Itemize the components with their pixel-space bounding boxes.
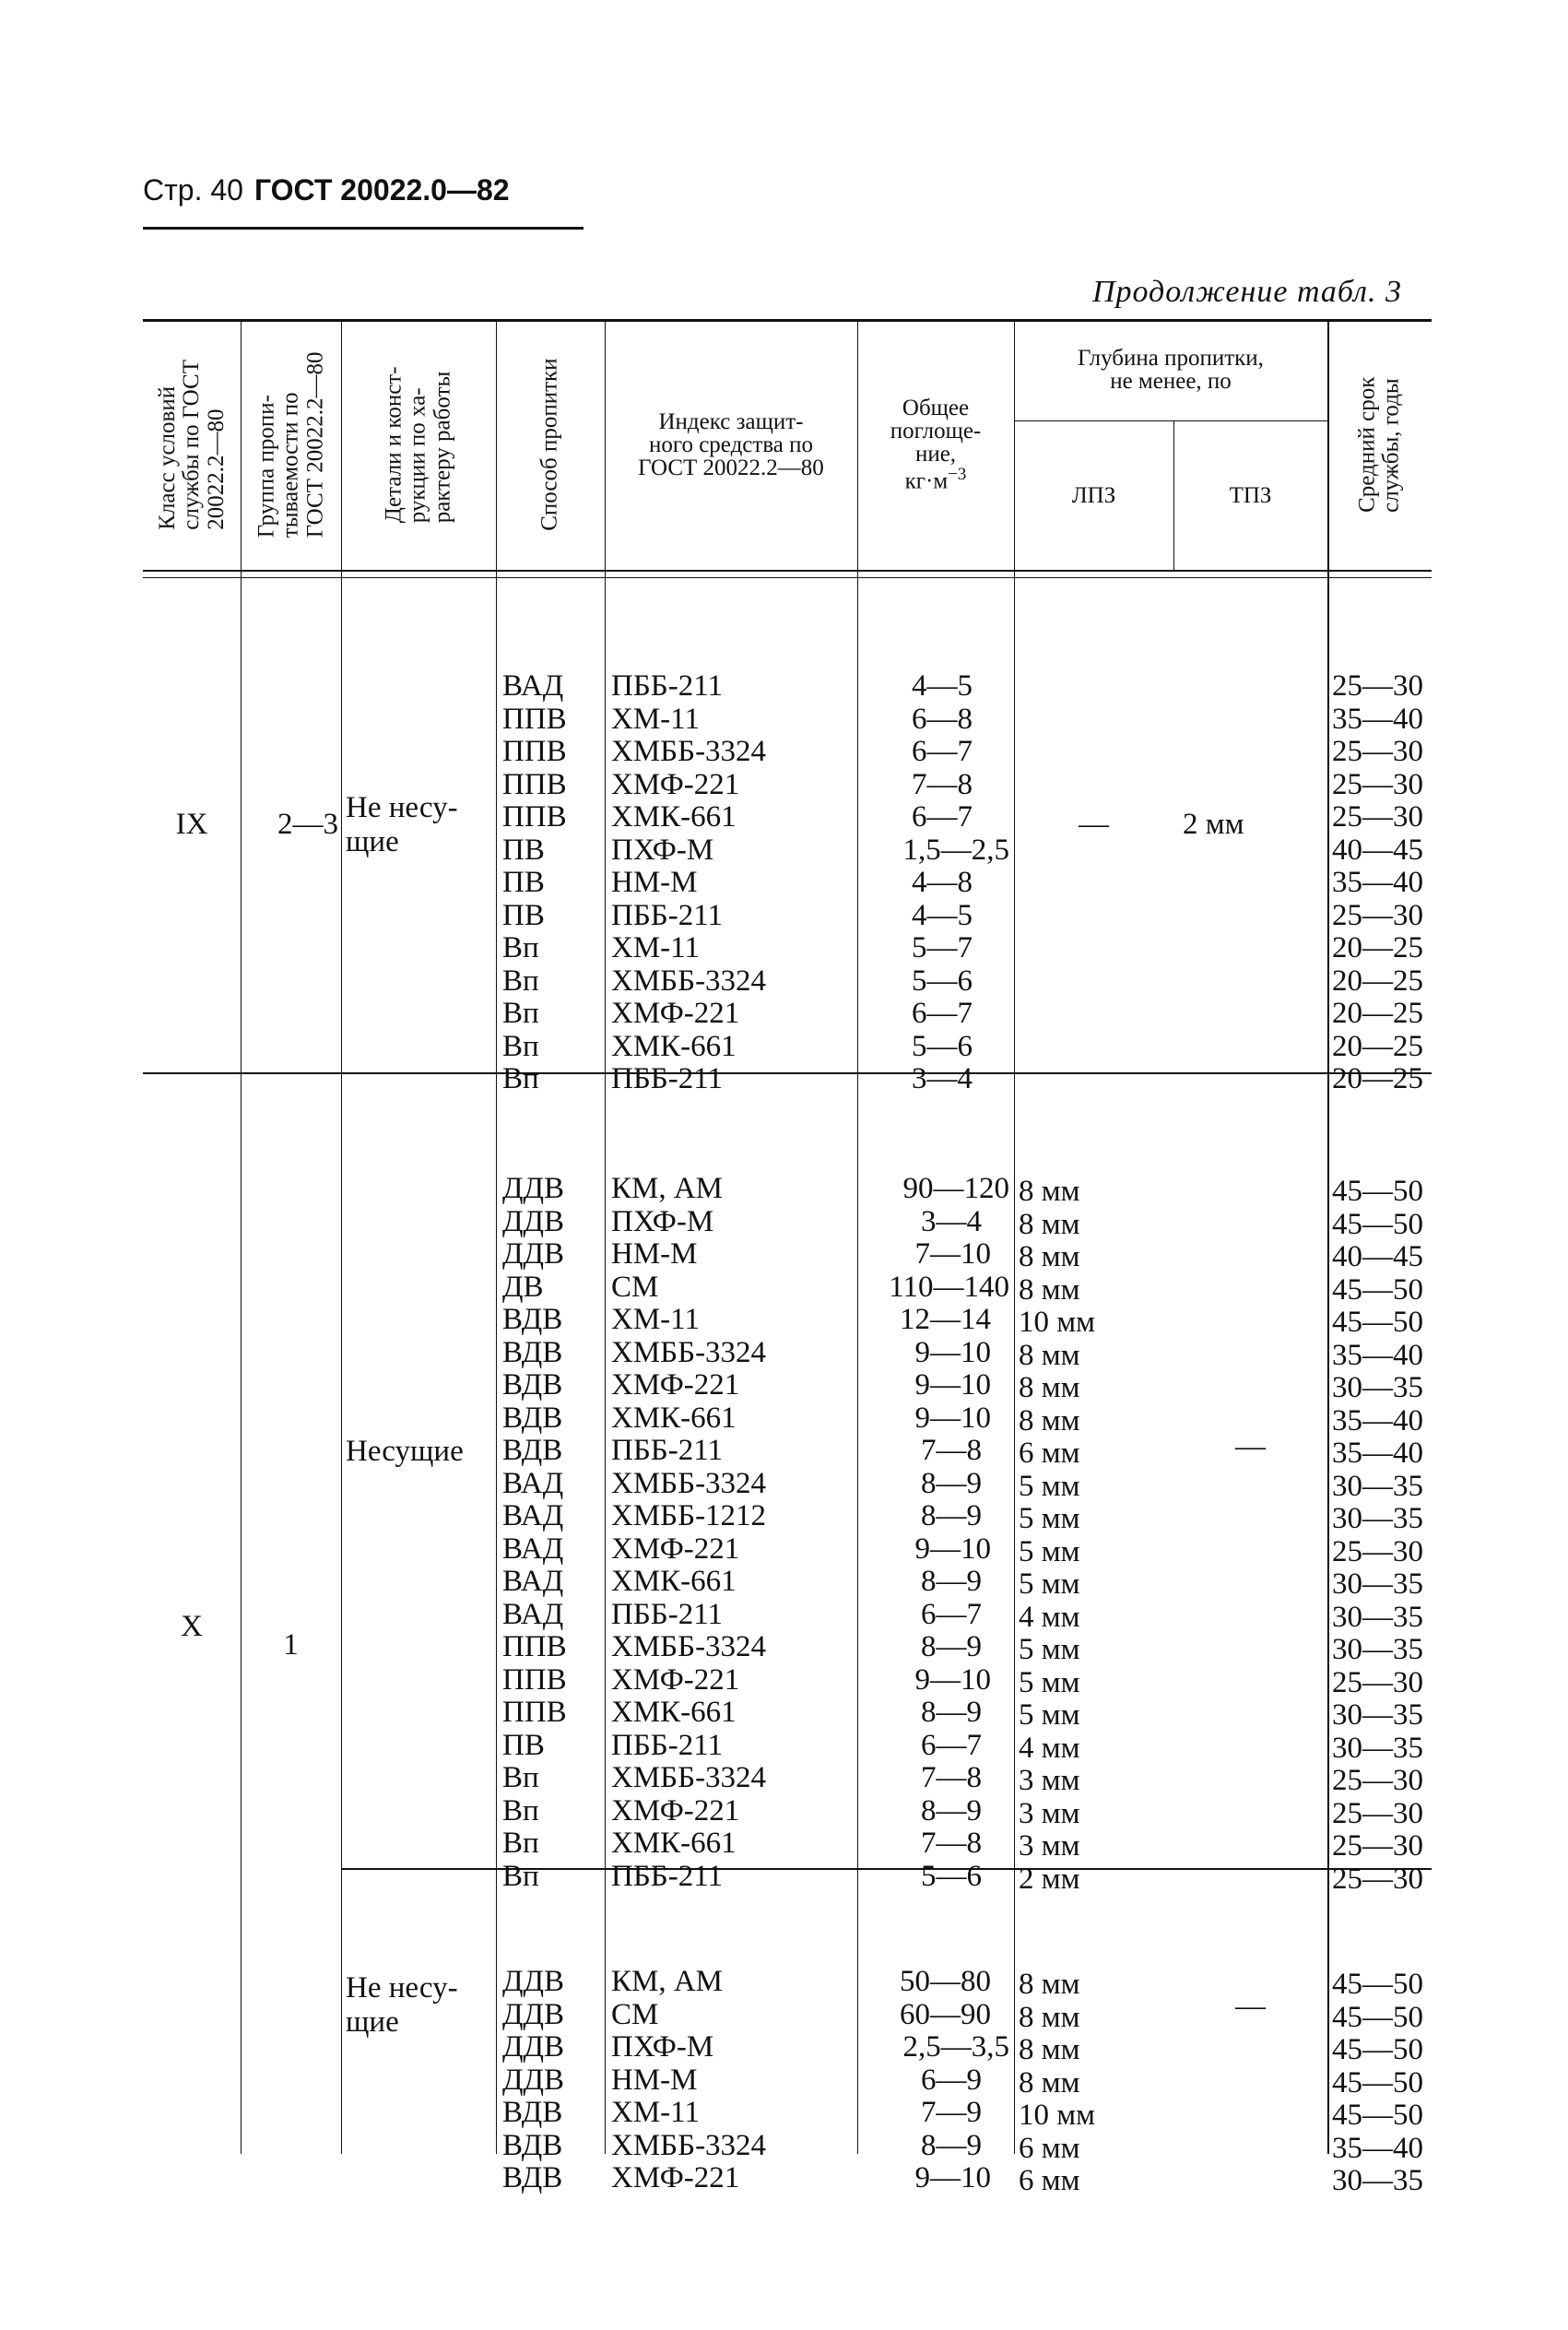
cell-method: ДДВ [502, 2030, 565, 2064]
cell-absorb: 3—4 [912, 1062, 973, 1095]
cell-absorb: 5—6 [912, 964, 973, 998]
cell-lpz: 8 мм [1019, 1240, 1080, 1273]
section-ix-lpz: — [1079, 808, 1109, 841]
cell-index: НМ-М [611, 2063, 698, 2097]
cell-absorb: 6—7 [912, 735, 973, 768]
cell-method: Вп [502, 1793, 539, 1827]
cell-index: ХМФ-221 [611, 1532, 740, 1566]
section-ix-absorb-col [862, 605, 1009, 1162]
section-x2-absorb-col [862, 1900, 1009, 2261]
cell-method: ППВ [502, 1696, 567, 1729]
cell-life: 30—35 [1332, 1698, 1423, 1732]
cell-method: ВАД [502, 1597, 564, 1631]
section-ix-method-col [502, 605, 567, 1162]
cell-lpz: 4 мм [1019, 1600, 1080, 1634]
header-parts-structures: Детали и конст- рукции по ха- рактеру работы [381, 366, 455, 523]
cell-life: 40—45 [1332, 1240, 1423, 1273]
cell-life: 45—50 [1332, 2099, 1423, 2132]
cell-index: ХМ-11 [611, 702, 700, 736]
section-x-absorb-col [862, 1107, 1009, 1958]
cell-life: 25—30 [1332, 1534, 1423, 1568]
cell-life: 25—30 [1332, 1764, 1423, 1797]
cell-method: ДВ [502, 1270, 544, 1304]
page-header [143, 173, 510, 207]
cell-life: 20—25 [1332, 997, 1423, 1030]
cell-method: ДДВ [502, 1172, 565, 1205]
cell-method: ВДВ [502, 1303, 563, 1336]
section-x2-index-col [611, 1900, 766, 2261]
cell-lpz: 6 мм [1019, 1437, 1080, 1470]
section-ix-part: Не несу- щие [346, 791, 458, 858]
cell-method: Вп [502, 1859, 539, 1893]
cell-method: ДДВ [502, 1204, 565, 1238]
cell-method: ВДВ [502, 1401, 563, 1435]
section-x-lpz-col [1019, 1110, 1095, 1961]
cell-method: Вп [502, 1761, 539, 1794]
cell-lpz: 3 мм [1019, 1764, 1080, 1797]
cell-absorb: 7—8 [921, 1827, 982, 1860]
section-x-nonbearing-tpz: — [1235, 1990, 1266, 2023]
cell-life: 25—30 [1332, 767, 1423, 801]
col-rule-5 [857, 319, 858, 2154]
cell-lpz: 5 мм [1019, 1534, 1080, 1568]
header-impregnation-method: Способ пропитки [536, 358, 562, 531]
cell-absorb: 8—9 [921, 2128, 982, 2162]
cell-absorb: 7—8 [912, 767, 973, 801]
section-ix-life-col [1332, 605, 1423, 1162]
cell-method: Вп [502, 931, 539, 964]
section-x-class: X [181, 1610, 203, 1643]
cell-index: ХМК-661 [611, 1696, 737, 1729]
cell-method: ВАД [502, 1532, 564, 1566]
cell-life: 45—50 [1332, 1306, 1423, 1339]
cell-lpz: 8 мм [1019, 1272, 1080, 1307]
section-x-group: 1 [283, 1628, 299, 1662]
cell-method: ДДВ [502, 2063, 565, 2097]
cell-index: ХМК-661 [611, 1401, 737, 1435]
cell-method: ППВ [502, 767, 567, 801]
cell-index: ХМ-11 [611, 931, 700, 964]
cell-index: ПХФ-М [611, 1204, 714, 1238]
cell-absorb: 90—120 [902, 1172, 1009, 1205]
cell-method: ВАД [502, 1499, 564, 1532]
cell-life: 25—30 [1332, 898, 1423, 932]
section-ix-index-col [611, 605, 766, 1162]
cell-index: ПББ-211 [611, 1434, 723, 1467]
cell-lpz: 8 мм [1019, 2065, 1080, 2099]
cell-life: 35—40 [1332, 866, 1423, 899]
cell-absorb: 9—10 [914, 1401, 991, 1435]
cell-index: ХМББ-3324 [611, 1335, 767, 1369]
cell-life: 40—45 [1332, 833, 1423, 867]
cell-index: СМ [611, 1997, 659, 2031]
cell-method: Вп [502, 997, 539, 1030]
cell-absorb: 6—8 [912, 702, 973, 736]
cell-absorb: 7—8 [921, 1434, 982, 1467]
cell-life: 30—35 [1332, 1600, 1423, 1634]
cell-method: ППВ [502, 735, 567, 768]
cell-absorb: 1,5—2,5 [902, 833, 1009, 867]
cell-method: ПВ [502, 833, 545, 867]
section-x-life-col [1332, 1110, 1423, 1961]
cell-absorb: 8—9 [921, 1466, 982, 1500]
page-number: Стр. 40 [143, 173, 243, 207]
cell-lpz: 8 мм [1019, 1175, 1080, 1208]
cell-absorb: 6—7 [921, 1728, 982, 1762]
cell-lpz: 5 мм [1019, 1633, 1080, 1666]
cell-lpz: 5 мм [1019, 1665, 1080, 1699]
cell-lpz: 4 мм [1019, 1731, 1080, 1765]
cell-index: ХМ-11 [611, 1303, 700, 1336]
cell-lpz: 8 мм [1019, 1403, 1080, 1437]
cell-life: 45—50 [1332, 1272, 1423, 1307]
data-table [143, 319, 1432, 2197]
cell-absorb: 5—6 [921, 1859, 982, 1893]
cell-life: 35—40 [1332, 702, 1423, 736]
cell-index: ПББ-211 [611, 669, 723, 703]
cell-lpz: 8 мм [1019, 1371, 1080, 1404]
cell-life: 45—50 [1332, 1968, 1423, 2001]
cell-lpz: 8 мм [1019, 2000, 1080, 2034]
col-rule-4 [605, 319, 606, 2154]
cell-life: 45—50 [1332, 2033, 1423, 2066]
cell-absorb: 8—9 [921, 1499, 982, 1532]
cell-absorb: 4—5 [912, 669, 973, 703]
cell-index: ХМББ-3324 [611, 1630, 767, 1663]
cell-life: 30—35 [1332, 1633, 1423, 1666]
cell-method: Вп [502, 1062, 539, 1095]
cell-index: КМ, АМ [611, 1965, 724, 1998]
cell-absorb: 50—80 [900, 1965, 991, 1998]
cell-absorb: 9—10 [914, 1532, 991, 1566]
section-ix-tpz: 2 мм [1183, 808, 1244, 841]
cell-index: ПББ-211 [611, 1859, 723, 1893]
cell-method: ВДВ [502, 1368, 563, 1402]
section-x2-life-col [1332, 1903, 1423, 2264]
cell-index: ПХФ-М [611, 2030, 714, 2064]
cell-method: ППВ [502, 800, 567, 834]
cell-absorb: 9—10 [914, 1368, 991, 1402]
cell-life: 20—25 [1332, 964, 1423, 998]
cell-life: 35—40 [1332, 1338, 1423, 1372]
section-x-part-bearing: Несущие [346, 1435, 464, 1468]
cell-index: ХМК-661 [611, 1827, 737, 1860]
cell-index: НМ-М [611, 1237, 698, 1271]
section-ix-group: 2—3 [277, 808, 338, 841]
section-x2-method-col [502, 1900, 564, 2261]
cell-absorb: 8—9 [921, 1696, 982, 1729]
cell-method: ВАД [502, 669, 564, 703]
cell-life: 30—35 [1332, 1469, 1423, 1503]
cell-absorb: 6—7 [921, 1597, 982, 1631]
cell-lpz: 8 мм [1019, 1338, 1080, 1372]
cell-life: 25—30 [1332, 800, 1423, 834]
cell-life: 20—25 [1332, 1062, 1423, 1095]
cell-method: ВАД [502, 1565, 564, 1598]
col-rule-2 [341, 319, 342, 2154]
cell-method: Вп [502, 964, 539, 998]
cell-index: ПХФ-М [611, 833, 714, 867]
cell-life: 20—25 [1332, 931, 1423, 964]
header-service-life: Средний срок службы, годы [1354, 376, 1404, 513]
cell-absorb: 5—6 [912, 1029, 973, 1063]
cell-life: 25—30 [1332, 1862, 1423, 1896]
cell-absorb: 9—10 [914, 1662, 991, 1697]
cell-life: 35—40 [1332, 2131, 1423, 2165]
cell-absorb: 60—90 [900, 1997, 991, 2031]
cell-lpz: 5 мм [1019, 1502, 1080, 1535]
cell-index: ПББ-211 [611, 1728, 723, 1762]
cell-absorb: 7—9 [921, 2096, 982, 2129]
cell-index: СМ [611, 1270, 659, 1304]
cell-lpz: 10 мм [1019, 2099, 1096, 2132]
cell-life: 45—50 [1332, 2065, 1423, 2099]
header-agent-index: Индекс защит- ного средства по ГОСТ 20022.2—80 [638, 408, 824, 480]
cell-life: 45—50 [1332, 1175, 1423, 1208]
section-x-bearing-tpz: — [1235, 1430, 1266, 1463]
cell-lpz: 8 мм [1019, 2033, 1080, 2066]
cell-life: 25—30 [1332, 1829, 1423, 1863]
cell-index: КМ, АМ [611, 1172, 724, 1205]
cell-lpz: 3 мм [1019, 1829, 1080, 1863]
cell-life: 35—40 [1332, 1437, 1423, 1470]
cell-life: 20—25 [1332, 1029, 1423, 1063]
section-x2-lpz-col [1019, 1903, 1095, 2264]
cell-absorb: 8—9 [921, 1565, 982, 1598]
cell-lpz: 6 мм [1019, 2164, 1080, 2197]
cell-absorb: 6—9 [921, 2063, 982, 2097]
cell-absorb: 12—14 [900, 1303, 991, 1336]
cell-index: ПББ-211 [611, 1597, 723, 1631]
header-impregnability-group: Группа пропи- тываемости по ГОСТ 20022.2—80 [253, 351, 327, 538]
cell-index: ПББ-211 [611, 898, 723, 932]
cell-method: ДДВ [502, 1997, 565, 2031]
cell-method: ДДВ [502, 1237, 565, 1271]
cell-method: ВДВ [502, 1434, 563, 1467]
cell-life: 45—50 [1332, 2000, 1423, 2034]
cell-index: ХМББ-3324 [611, 735, 767, 768]
cell-absorb: 8—9 [921, 1793, 982, 1827]
cell-life: 35—40 [1332, 1403, 1423, 1437]
cell-method: ВДВ [502, 2096, 563, 2129]
cell-absorb: 6—7 [912, 800, 973, 834]
cell-absorb: 7—8 [921, 1761, 982, 1794]
cell-life: 25—30 [1332, 1665, 1423, 1699]
cell-method: Вп [502, 1029, 539, 1063]
cell-index: ХМББ-3324 [611, 1466, 767, 1500]
cell-lpz: 6 мм [1019, 2131, 1080, 2165]
cell-index: НМ-М [611, 866, 698, 899]
cell-method: ПВ [502, 1728, 545, 1762]
cell-index: ХМФ-221 [611, 1662, 740, 1697]
cell-index: ХМК-661 [611, 800, 737, 834]
section-ix-class: IX [175, 808, 208, 841]
cell-life: 30—35 [1332, 2164, 1423, 2197]
cell-absorb: 2,5—3,5 [902, 2030, 1009, 2064]
standard-title: ГОСТ 20022.0—82 [253, 173, 510, 207]
cell-index: ХМК-661 [611, 1565, 737, 1598]
cell-method: ППВ [502, 702, 567, 736]
cell-lpz: 10 мм [1019, 1306, 1096, 1339]
cell-lpz: 2 мм [1019, 1862, 1080, 1896]
col-rule-8 [1327, 319, 1329, 2154]
section-x-part-nonbearing: Не несу- щие [346, 1971, 458, 2039]
cell-method: ВДВ [502, 2161, 563, 2194]
cell-index: ХМФ-221 [611, 767, 740, 801]
col-rule-6 [1014, 319, 1015, 2154]
cell-absorb: 110—140 [889, 1270, 1009, 1304]
header-tpz: ТПЗ [1229, 482, 1272, 508]
cell-index: ХМ-11 [611, 2096, 700, 2129]
section-x-method-col [502, 1107, 567, 1958]
cell-lpz: 8 мм [1019, 1968, 1080, 2001]
cell-method: ВАД [502, 1466, 564, 1500]
cell-lpz: 8 мм [1019, 1207, 1080, 1241]
cell-lpz: 5 мм [1019, 1469, 1080, 1503]
cell-absorb: 4—5 [912, 898, 973, 932]
cell-method: ПВ [502, 898, 545, 932]
cell-absorb: 6—7 [912, 997, 973, 1030]
cell-index: ХМК-661 [611, 1029, 737, 1063]
cell-life: 30—35 [1332, 1371, 1423, 1404]
header-depth-group: Глубина пропитки, не менее, по [1078, 346, 1264, 394]
cell-life: 30—35 [1332, 1731, 1423, 1765]
cell-absorb: 5—7 [912, 931, 973, 964]
cell-absorb: 7—10 [914, 1237, 991, 1271]
cell-absorb: 9—10 [914, 1335, 991, 1369]
col-rule-1 [241, 319, 242, 2154]
cell-index: ХМФ-221 [611, 1368, 740, 1402]
cell-index: ХМФ-221 [611, 1793, 740, 1827]
header-total-absorption: Общее поглоще- ние, $кг\cdot м^{-3}$ [890, 395, 982, 494]
cell-lpz: 3 мм [1019, 1796, 1080, 1830]
cell-life: 30—35 [1332, 1567, 1423, 1601]
cell-lpz: 5 мм [1019, 1567, 1080, 1601]
cell-method: ВДВ [502, 1335, 563, 1369]
header-bottom-rule [143, 570, 1432, 572]
cell-absorb: 3—4 [921, 1204, 982, 1238]
cell-life: 25—30 [1332, 735, 1423, 768]
cell-index: ХМФ-221 [611, 997, 740, 1030]
cell-method: ВДВ [502, 2128, 563, 2162]
header-rule [143, 227, 584, 230]
cell-life: 30—35 [1332, 1502, 1423, 1535]
cell-index: ХМББ-3324 [611, 2128, 767, 2162]
col-rule-3 [496, 319, 497, 2154]
cell-index: ХМББ-1212 [611, 1499, 767, 1532]
cell-life: 25—30 [1332, 1796, 1423, 1830]
cell-method: ППВ [502, 1630, 567, 1663]
cell-lpz: 5 мм [1019, 1698, 1080, 1732]
section-x-index-col [611, 1107, 766, 1958]
header-lpz: ЛПЗ [1071, 482, 1116, 508]
header-service-class: Класс условий службы по ГОСТ 20022.2—80 [154, 359, 229, 530]
header-bottom-rule-2 [143, 577, 1432, 578]
cell-index: ПББ-211 [611, 1062, 723, 1095]
cell-method: ДДВ [502, 1965, 565, 1998]
cell-method: ППВ [502, 1662, 567, 1697]
cell-method: Вп [502, 1827, 539, 1860]
cell-absorb: 4—8 [912, 866, 973, 899]
cell-life: 45—50 [1332, 1207, 1423, 1241]
cell-absorb: 8—9 [921, 1630, 982, 1663]
cell-index: ХМФ-221 [611, 2161, 740, 2194]
cell-absorb: 9—10 [914, 2161, 991, 2194]
cell-life: 25—30 [1332, 669, 1423, 703]
cell-index: ХМББ-3324 [611, 964, 767, 998]
cell-index: ХМББ-3324 [611, 1761, 767, 1794]
cell-method: ПВ [502, 866, 545, 899]
section-divider-ix-x [143, 1072, 1432, 1074]
table-continuation-label: Продолжение табл. 3 [1091, 275, 1402, 309]
